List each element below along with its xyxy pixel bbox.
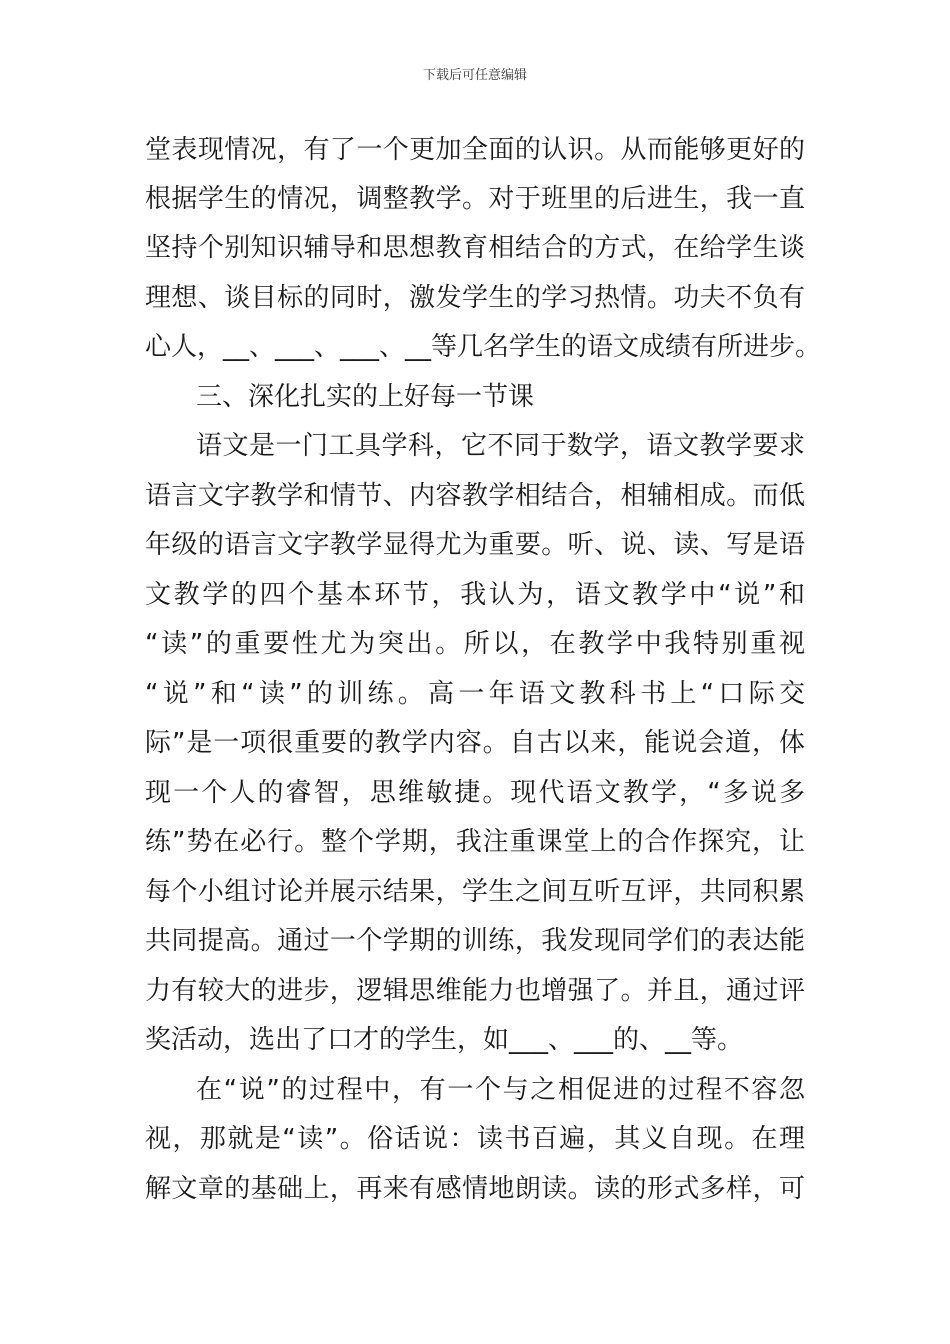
text-line: 共同提高。通过一个学期的训练，我发现同学们的表达能: [145, 926, 805, 956]
text-line: 语言文字教学和情节、内容教学相结合，相辅相成。而低: [145, 481, 805, 511]
text-line: 堂表现情况，有了一个更加全面的认识。从而能够更好的: [145, 135, 805, 165]
text-line: 视，那就是“读”。俗话说：读书百遍，其义自现。在理: [145, 1124, 805, 1154]
text-line: 理想、谈目标的同时，激发学生的学习热情。功夫不负有: [145, 283, 805, 313]
text-line: 语文是一门工具学科，它不同于数学，语文教学要求: [196, 431, 805, 461]
text-line: 奖活动，选出了口才的学生，如___、___的、__等。: [145, 1025, 744, 1055]
text-line: 文教学的四个基本环节，我认为，语文教学中“说”和: [145, 580, 805, 610]
text-line: 练”势在必行。整个学期，我注重课堂上的合作探究，让: [145, 827, 805, 857]
text-line: 际”是一项很重要的教学内容。自古以来，能说会道，体: [145, 728, 805, 758]
text-line: 力有较大的进步，逻辑思维能力也增强了。并且，通过评: [145, 976, 805, 1006]
text-line: 每个小组讨论并展示结果，学生之间互听互评，共同积累: [145, 877, 805, 907]
text-line: “说”和“读”的训练。高一年语文教科书上“口际交: [145, 679, 805, 709]
text-line: 坚持个别知识辅导和思想教育相结合的方式，在给学生谈: [145, 233, 805, 263]
section-heading: 三、深化扎实的上好每一节课: [196, 382, 535, 412]
text-line: “读”的重要性尤为突出。所以，在教学中我特别重视: [145, 629, 805, 659]
header-note: 下载后可任意编辑: [422, 68, 527, 83]
text-line: 现一个人的睿智，思维敏捷。现代语文教学，“多说多: [145, 778, 805, 808]
text-line: 根据学生的情况，调整教学。对于班里的后进生，我一直: [145, 184, 805, 214]
text-line: 年级的语言文字教学显得尤为重要。听、说、读、写是语: [145, 530, 805, 560]
text-line: 解文章的基础上，再来有感情地朗读。读的形式多样，可: [145, 1174, 805, 1204]
text-line: 心人，__、___、___、__等几名学生的语文成绩有所进步。: [145, 332, 822, 362]
text-line: 在“说”的过程中，有一个与之相促进的过程不容忽: [196, 1075, 805, 1105]
